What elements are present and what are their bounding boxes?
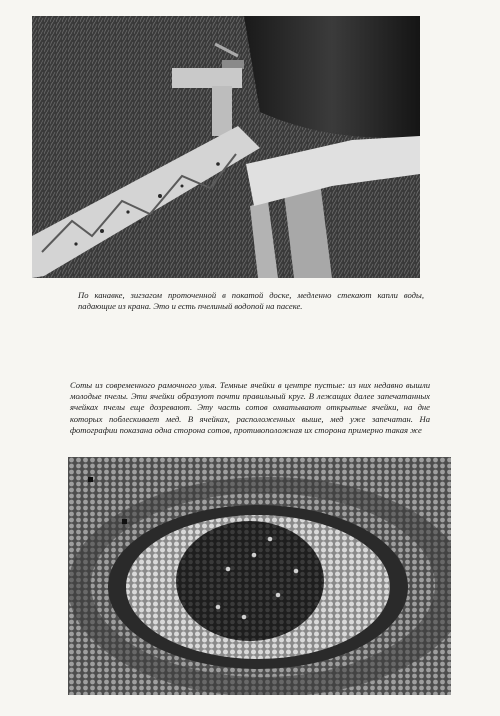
caption-watering-trough: По канавке, зигзагом проточенной в покатой доске, медленно стекают капли воды, падающие из крана. Это и есть пчелиный водопой на пасеке. [78, 290, 424, 312]
caption-honeycomb: Соты из современного рамочного улья. Темные ячейки в центре пустые: из них недавно вышли молодые пчелы. Эти ячейки образуют почти правильный круг. В лежащих далее запечатанных ячейках пчелы еще дозревают. Эту часть сотов охватывают открытые ячейки, на дне которых поблескивает мед. В ячейках, расположенных выше, мед уже запечатан. На фотографии показана одна сторона сотов, противоположная их сторона примерно такая же [70, 380, 430, 435]
honeycomb-frame-photo [68, 457, 451, 695]
bee-watering-trough-photo [32, 16, 420, 278]
